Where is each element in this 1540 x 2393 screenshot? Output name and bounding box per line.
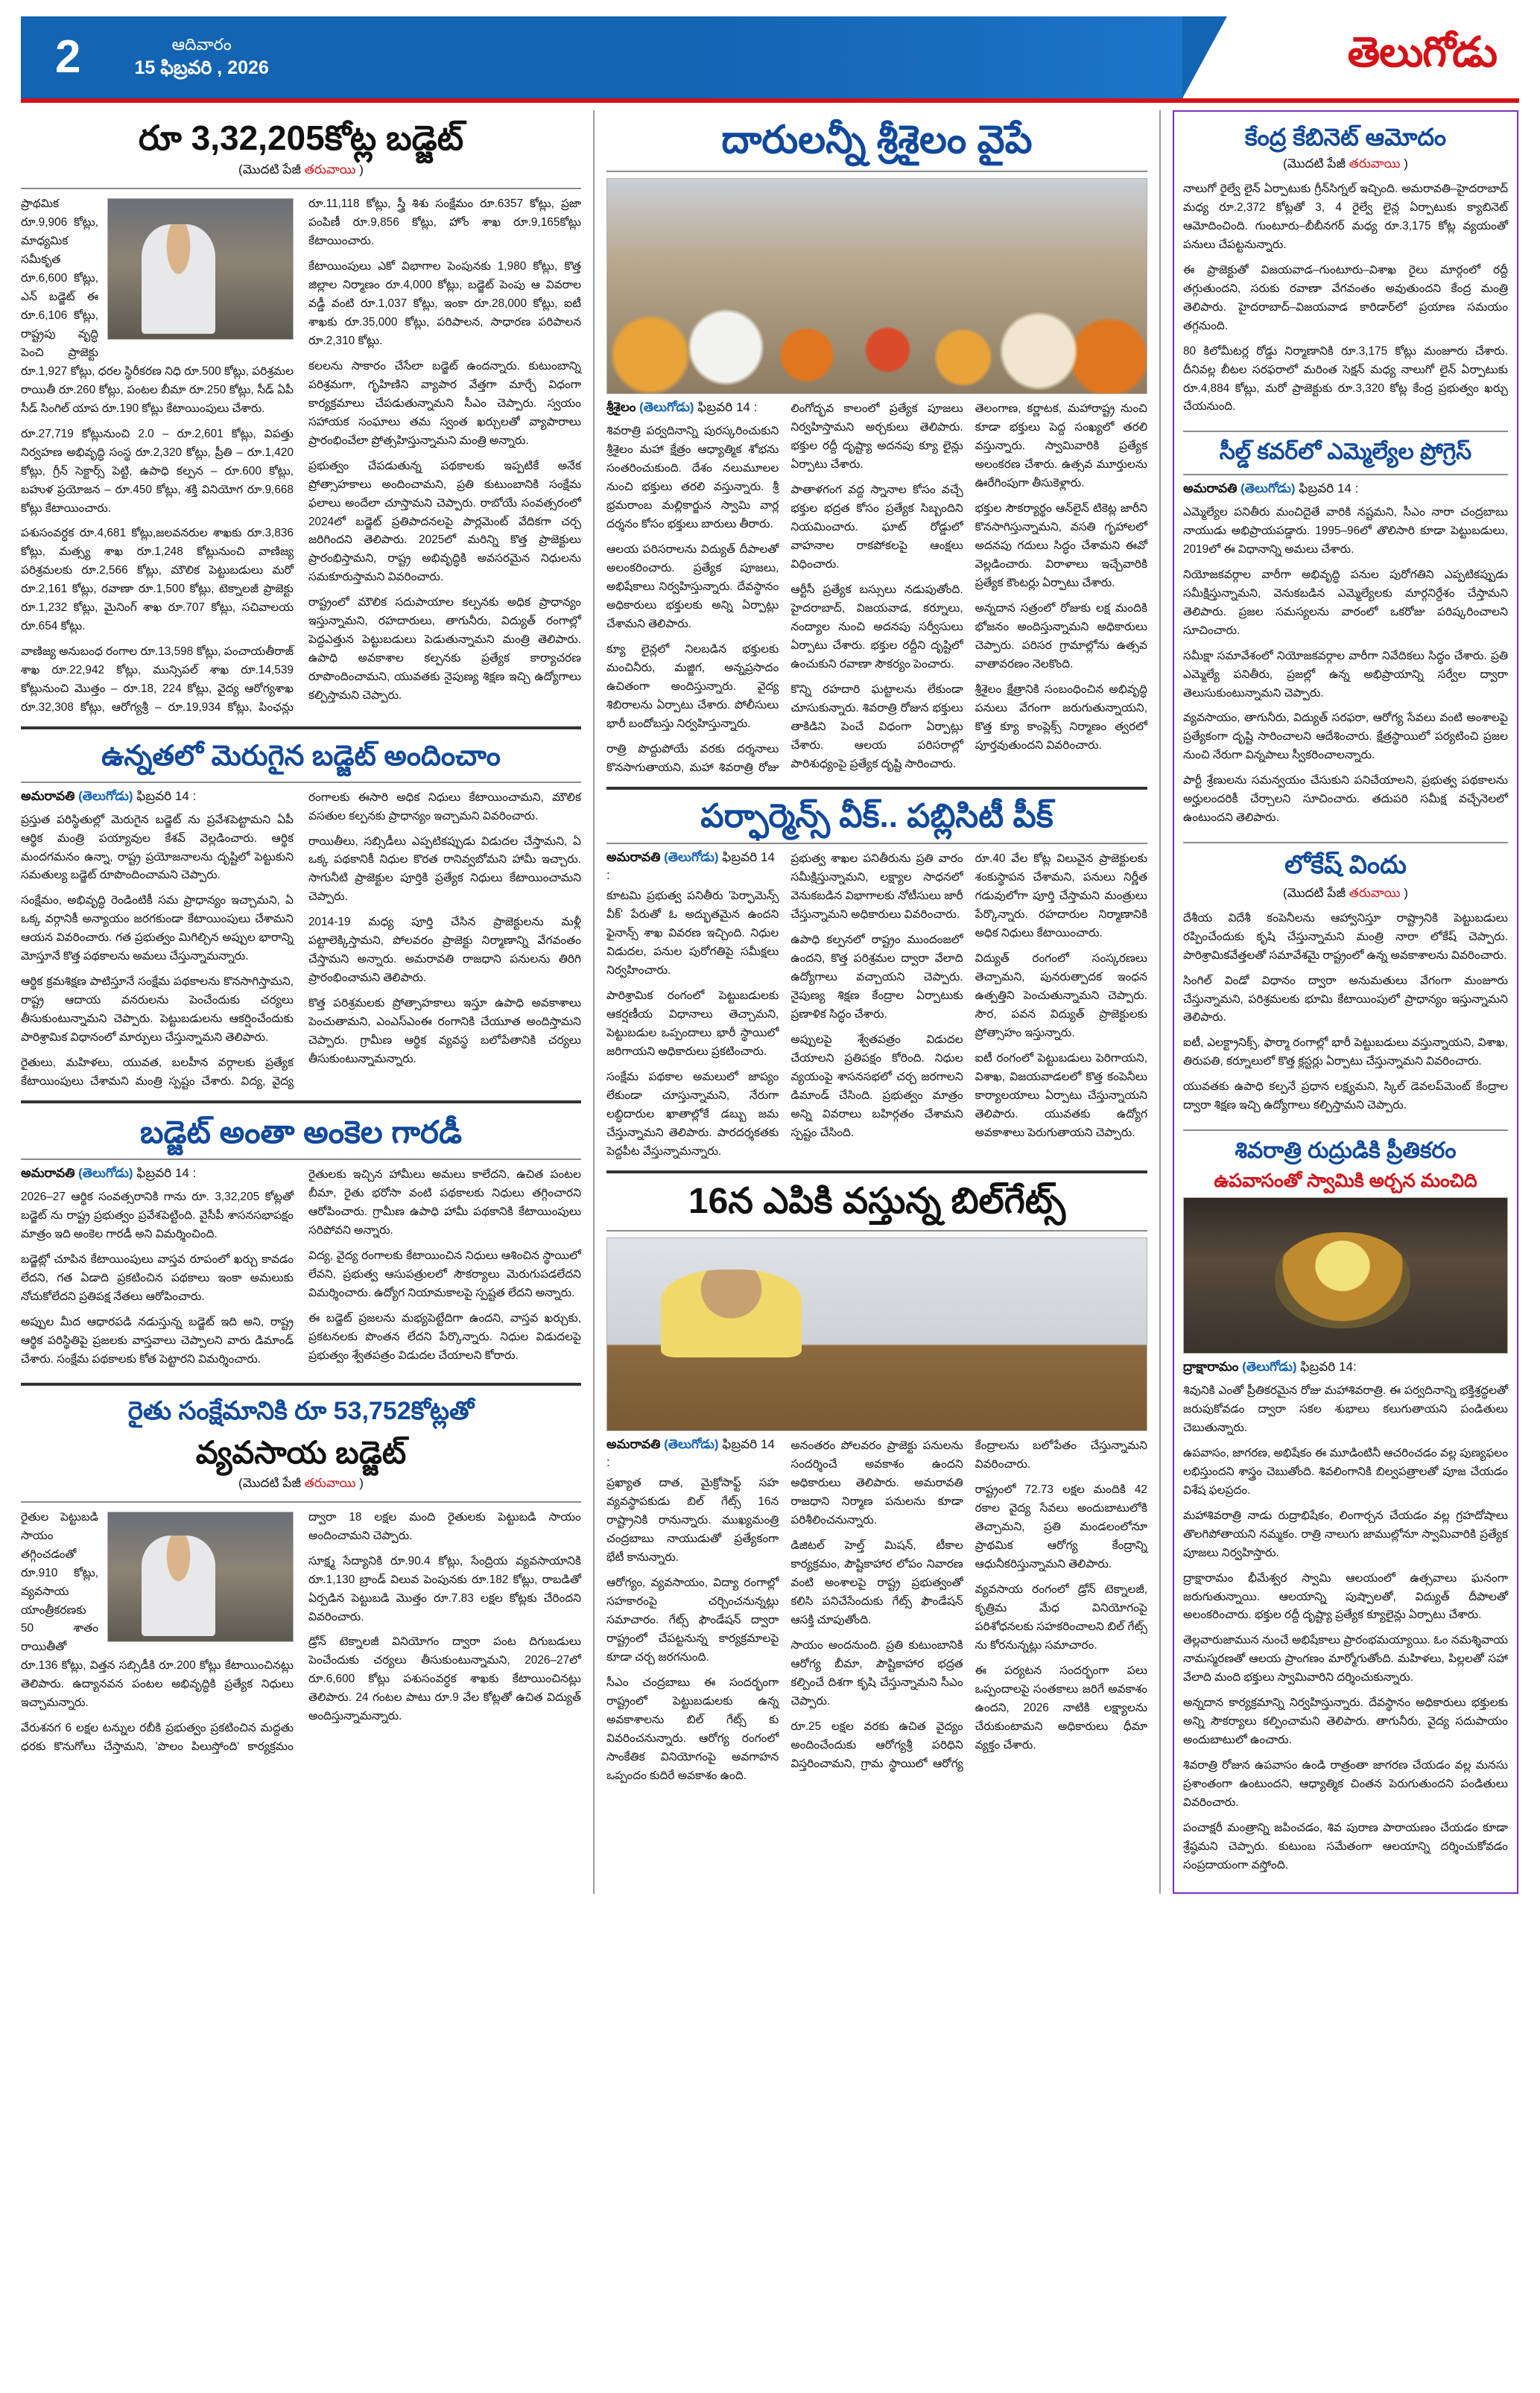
column-middle <box>595 110 1161 1894</box>
headline-budget-numbers: బడ్జెట్ అంతా అంకెల గారడీ <box>139 1114 463 1150</box>
dateline-date: ఫిబ్రవరి 14 : <box>606 850 775 883</box>
photo-shiva-lingam <box>1183 1197 1508 1354</box>
continued-note <box>21 162 581 180</box>
paragraph: రూ.40 వేల కోట్ల విలువైన ప్రాజెక్టులకు శంకుస్థాపన చేశామని, పనులు నిర్ణీత గడువులోగా పూర్తి చేస్తామని మంత్రులు పేర్కొన్నారు. రహదారుల నిర్మాణానికి అధిక నిధులు కేటాయించారు. <box>975 852 1147 940</box>
headline-performance-week: పర్ఫార్మెన్స్ వీక్.. పబ్లిసిటీ పీక్ <box>700 797 1053 834</box>
right-column-box <box>1173 110 1518 1894</box>
article-shivaratri <box>1183 1137 1508 1882</box>
paragraph: పార్టీ శ్రేణులను సమన్వయం చేసుకుని పనిచేయాలని, ప్రభుత్వ పథకాలను అర్హులందరికీ చేర్చాలని సూచించారు. తదుపరి సమీక్ష వచ్చేనెలలో ఉంటుందని తెలిపారు. <box>1183 774 1508 825</box>
paragraph: శివరాత్రి రోజున ఉపవాసం ఉండి రాత్రంతా జాగరణ చేయడం వల్ల మనసు ప్రశాంతంగా ఉంటుందని, ఆధ్యాత్మిక చింతన పెరుగుతుందని పండితులు వివరించారు. <box>1183 1759 1508 1810</box>
dateline <box>606 850 779 883</box>
headline-bill-gates: 16న ఎపికి వస్తున్న బిల్‌గేట్స్ <box>688 1181 1066 1221</box>
article-performance-week <box>606 797 1147 1161</box>
body-performance-week <box>606 850 1147 1161</box>
body-srisailam <box>606 400 1147 777</box>
photo-assembly-speech <box>107 1512 294 1642</box>
dateline <box>606 1437 779 1470</box>
paragraph: కేటాయింపులు ఎకో విభాగాల పెంపునకు 1,980 కోట్లు, కొత్త జిల్లాల నిర్మాణం రూ.4,000 కోట్లు, బడ్జెట్ పెంపు ఆ వివరాల వడ్డీ వంటి రూ.1,037 కోట్లు, ఇంకా రూ.28,000 కోట్లు, ఐటీ శాఖకు రూ.35,000 కోట్లు, పరిపాలన, సాధారణ పరిపాలన రూ.2,310 కోట్లు. <box>308 260 581 347</box>
dateline-date: ఫిబ్రవరి 14 : <box>1299 481 1359 495</box>
paragraph: సూక్ష్మ సేద్యానికి రూ.90.4 కోట్లు, సేంద్రియ వ్యవసాయానికి రూ.1,130 బ్రాండ్ విలువ పెంపునకు రూ.182 కోట్లు, రాబడితో ఏర్పడిన పెట్టుబడి మొత్తం రూ.7.83 లక్షల కోట్లకు చేరిందని వివరించారు. <box>308 1554 581 1623</box>
masthead <box>21 16 1519 98</box>
kicker-agri-budget: రైతు సంక్షేమానికి రూ 53,752కోట్లతో <box>127 1397 475 1426</box>
photo-cm-meeting <box>606 1237 1147 1431</box>
paragraph: రైతులు, మహిళలు, యువత, బలహీన వర్గాలకు ప్రత్యేక కేటాయింపులు చేశామని మంత్రి స్పష్టం చేశారు. విద్య, వైద్య రంగాలకు ఈసారి అధిక నిధులు కేటాయించామని, మౌలిక వసతుల కల్పనకు ప్రాధాన్యం ఇచ్చామని వివరించారు. <box>21 790 581 1088</box>
dateline <box>1183 1360 1508 1378</box>
paragraph: రైతులకు ఇచ్చిన హామీలు అమలు కాలేదని, ఉచిత పంటల బీమా, రైతు భరోసా వంటి పథకాలకు నిధులు తగ్గించారని ఆరోపించారు. గ్రామీణ ఉపాధి హామీ పథకానికి కేటాయింపులు సరిపోవని అన్నారు. <box>308 1168 581 1237</box>
paragraph: ఆరోగ్యం, వ్యవసాయం, విద్యా రంగాల్లో సహకారంపై చర్చించనున్నట్లు సమాచారం. గేట్స్ ఫౌండేషన్ ద్వారా రాష్ట్రంలో చేపట్టనున్న కార్యక్రమాలపై కూడా చర్చ జరగనుంది. <box>606 1576 779 1664</box>
page-number: 2 <box>55 31 81 83</box>
divider <box>21 1100 581 1103</box>
paragraph: ఆర్థిక క్రమశిక్షణ పాటిస్తూనే సంక్షేమ పథకాలను కొనసాగిస్తామని, రాష్ట్ర ఆదాయ వనరులను పెంచేందుకు చర్యలు తీసుకుంటున్నామని చెప్పారు. పెట్టుబడులను ఆకర్షించేందుకు పారిశ్రామిక విధానంలో మార్పులు చేస్తున్నామని తెలిపారు. <box>21 975 294 1045</box>
masthead-day: ఆదివారం <box>171 35 232 54</box>
paragraph: ఐటీ, ఎలక్ట్రానిక్స్, ఫార్మా రంగాల్లో భారీ పెట్టుబడులు వస్తున్నాయని, విశాఖ, తిరుపతి, కర్నూలులో కొత్త క్లస్టర్లు ఏర్పాటు చేస్తున్నామని వివరించారు. <box>1183 1036 1508 1068</box>
article-budget-numbers <box>21 1114 581 1374</box>
paragraph: సంక్షేమ పథకాల అమలులో జాప్యం లేకుండా చూస్తున్నామని, నేరుగా లబ్ధిదారుల ఖాతాల్లోకే డబ్బు జమ చేస్తున్నామని తెలిపారు. పారదర్శకతకు పెద్దపీట వేస్తున్నామన్నారు. <box>606 1071 779 1158</box>
continued-suffix: ) <box>1404 885 1408 900</box>
dateline-place: అమరావతి <box>606 850 661 865</box>
dateline-place: అమరావతి <box>1183 481 1238 495</box>
masthead-right <box>1183 16 1519 98</box>
divider <box>1183 842 1508 843</box>
paragraph: విద్య, వైద్య రంగాలకు కేటాయించిన నిధులు ఆశించిన స్థాయిలో లేవని, ప్రభుత్వ ఆసుపత్రులలో సౌకర్యాలు మెరుగుపడలేదని విమర్శించారు. ఉద్యోగ నియామకాలపై స్పష్టత లేదని అన్నారు. <box>308 1249 581 1300</box>
paragraph: 2014-19 మధ్య పూర్తి చేసిన ప్రాజెక్టులను మళ్లీ పట్టాలెక్కిస్తామని, పోలవరం ప్రాజెక్టు నిర్మాణాన్ని వేగవంతం చేస్తామని అన్నారు. అమరావతి రాజధాని పనులను తిరిగి ప్రారంభించామని తెలిపారు. <box>308 916 581 985</box>
paragraph: అప్పులపై శ్వేతపత్రం విడుదల చేయాలని ప్రతిపక్షం కోరింది. నిధుల వ్యయంపై శాసనసభలో చర్చ జరగాలని డిమాండ్ చేసింది. ప్రభుత్వం మాత్రం అన్ని వివరాలు బహిర్గతం చేశామని స్పష్టం చేసింది. <box>790 1033 963 1139</box>
headline-sealed-cover: సీల్డ్ కవర్‌లో ఎమ్మెల్యేల ప్రోగ్రెస్ <box>1219 440 1472 465</box>
continued-note <box>21 1476 581 1494</box>
paragraph: డిజిటల్ హెల్త్ మిషన్, టీకాల కార్యక్రమం, పౌష్టికాహార లోపం నివారణ వంటి అంశాలపై రాష్ట్ర ప్రభుత్వంతో కలిసి పనిచేసేందుకు గేట్స్ ఫౌండేషన్ ఆసక్తి చూపుతోంది. <box>790 1539 963 1626</box>
paragraph: ప్రఖ్యాత దాత, మైక్రోసాఫ్ట్ సహ వ్యవస్థాపకుడు బిల్ గేట్స్ 16న రాష్ట్రానికి రానున్నారు. ముఖ్యమంత్రి చంద్రబాబు నాయుడుతో ప్రత్యేకంగా భేటీ కానున్నారు. <box>606 1477 779 1565</box>
paragraph: పంచాక్షరీ మంత్రాన్ని జపించడం, శివ పురాణ పారాయణం చేయడం కూడా శ్రేష్ఠమని చెప్పారు. కుటుంబ సమేతంగా ఆలయాన్ని దర్శించుకోవడం సంప్రదాయంగా వస్తోంది. <box>1183 1821 1508 1871</box>
divider <box>21 1383 581 1386</box>
headline-agri-budget: వ్యవసాయ బడ్జెట్ <box>195 1435 407 1471</box>
paragraph: ద్రాక్షారామం భీమేశ్వర స్వామి ఆలయంలో ఉత్సవాలు ఘనంగా జరుగుతున్నాయి. ఆలయాన్ని పుష్పాలతో, విద్యుత్ దీపాలతో అలంకరించారు. భక్తుల రద్దీ దృష్ట్యా ప్రత్యేక క్యూలైన్లు ఏర్పాటు చేశారు. <box>1183 1571 1508 1622</box>
continued-red: తరువాయి <box>304 1475 356 1490</box>
headline-srisailam: దారులన్నీ శ్రీశైలం వైపే <box>721 118 1033 162</box>
masthead-left <box>21 16 1183 98</box>
paragraph: మహాశివరాత్రి నాడు రుద్రాభిషేకం, లింగార్చన చేయడం వల్ల గ్రహదోషాలు తొలగిపోతాయని నమ్మకం. రాత్రి నాలుగు జాముల్లోనూ స్వామివారికి ప్రత్యేక పూజలు నిర్వహిస్తారు. <box>1183 1509 1508 1559</box>
paragraph: సీఎం చంద్రబాబు ఈ సందర్భంగా రాష్ట్రంలో పెట్టుబడులకు ఉన్న అవకాశాలను బిల్ గేట్స్ కు వివరించనున్నారు. ఆరోగ్య రంగంలో సాంకేతిక వినియోగంపై అవగాహన ఒప్పందం కుదిరే అవకాశం ఉంది. <box>606 1676 779 1782</box>
paragraph: ఈ బడ్జెట్ ప్రజలను మభ్యపెట్టేదిగా ఉందని, వాస్తవ ఖర్చుకు, ప్రకటనలకు పొంతన లేదని పేర్కొన్నారు. నిధుల విడుదలపై ప్రభుత్వం శ్వేతపత్రం విడుదల చేయాలని కోరారు. <box>308 1312 581 1362</box>
paragraph: కొత్త పరిశ్రమలకు ప్రోత్సాహకాలు ఇస్తూ ఉపాధి అవకాశాలు పెంచుతామని, ఎంఎస్ఎంఈ రంగానికి చేయూత అందిస్తామని చెప్పారు. గ్రామీణ ఆర్థిక వ్యవస్థ బలోపేతానికి చర్యలు తీసుకుంటున్నామన్నారు. <box>308 997 581 1065</box>
paragraph: కొన్ని రహదారి ఘట్టాలను లేకుండా చూసుకున్నారు. శివరాత్రి రోజున భక్తులు తాకిడిని పెంచే విధంగా ఏర్పాట్లు చేశారు. ఆలయ పరిసరాల్లో పారిశుధ్యంపై ప్రత్యేక దృష్టి సారించారు. <box>790 682 963 770</box>
paragraph: ప్రాథమిక రూ.9,906 కోట్లు, మాధ్యమిక సమీకృత రూ.6,600 కోట్లు, ఎన్ బడ్జెట్ ఈ రూ.6,106 కోట్లు, రాష్ట్రపు వృద్ధి పెంచి ప్రాజెక్టు రూ.1,927 కోట్లు, ధరల స్థిరీకరణ నిధి రూ.500 కోట్లు, పరిశ్రమల రాయితీ రూ.260 కోట్లు, పంటల బీమా రూ.250 కోట్లు, సీడ్ ఏపీ సీడ్ సింగిల్ యాప రూ.190 కోట్లు కేటాయింపులు చేశారు. <box>21 197 294 415</box>
paragraph: అప్పుల మీద ఆధారపడి నడుస్తున్న బడ్జెట్ ఇది అని, రాష్ట్ర ఆర్థిక పరిస్థితిపై ప్రజలకు వాస్తవాలు చెప్పాలని వారు డిమాండ్ చేశారు. సంక్షేమ పథకాలకు కోత పెట్టారని విమర్శించారు. <box>21 1316 294 1366</box>
dateline <box>606 400 779 418</box>
continued-prefix: (మొదటి పేజీ <box>238 162 301 177</box>
paragraph: వాణిజ్య అనుబంధ రంగాల రూ.13,598 కోట్లు, పంచాయతీరాజ్ శాఖ రూ.22,942 కోట్లు, మున్సిపల్ శాఖ రూ.14,539 కోట్లునుంచి మొత్తం – రూ.18, 224 కోట్లు, వైద్య ఆరోగ్యశాఖ రూ.32,308 కోట్లు, ఆరోగ్యశ్రీ – రూ.19,934 కోట్లు, పింఛన్లు రూ.11,118 కోట్లు, స్త్రీ శిశు సంక్షేమం రూ.6357 కోట్లు, ప్రజా పంపిణీ రూ.9,856 కోట్లు, హోం శాఖ రూ.9,165కోట్లు కేటాయించారు. <box>21 197 581 714</box>
paragraph: ఉపవాసం, జాగరణ, అభిషేకం ఈ మూడింటినీ ఆచరించడం వల్ల పుణ్యఫలం లభిస్తుందని శాస్త్రం చెబుతోంది. శివలింగానికి బిల్వపత్రాలతో పూజ చేయడం విశేష ఫలప్రదం. <box>1183 1446 1508 1497</box>
dateline <box>21 1166 294 1184</box>
body-budget-numbers <box>21 1166 581 1374</box>
article-srisailam <box>606 118 1147 778</box>
figure-agri-speaker <box>107 1512 294 1642</box>
paragraph: ఎమ్మెల్యేల పనితీరు మంచిదైతే వారికి నష్టమని, సీఎం నారా చంద్రబాబు నాయుడు అభిప్రాయపడ్డారు. 1995–96లో తొలిసారి కూడా పెట్టుబడులు, 2019లో ఈ విధానాన్ని అమలు చేశారు. <box>1183 505 1508 556</box>
continued-prefix: (మొదటి పేజీ <box>238 1475 301 1490</box>
column-left <box>21 110 595 1894</box>
divider <box>1183 474 1508 475</box>
dateline-date: ఫిబ్రవరి 14 : <box>606 1437 775 1470</box>
paragraph: రూ.25 లక్షల వరకు ఉచిత వైద్యం అందించేందుకు ఆరోగ్యశ్రీ పరిధిని విస్తరించామని, గ్రామ స్థాయిలో ఆరోగ్య కేంద్రాలను బలోపేతం చేస్తున్నామని వివరించారు. <box>790 1439 1147 1770</box>
continued-red: తరువాయి <box>304 162 356 177</box>
body-budget-main <box>21 195 581 717</box>
paragraph: 80 కిలోమీటర్ల రోడ్డు నిర్మాణానికి రూ.3,175 కోట్లు మంజూరు చేశారు. దీనివల్ల బీటల సరఫరాలో మరింత సెక్షన్ మధ్య నాలుగో లైన్ ఏర్పాటుకు రూ.4,884 కోట్లు, మరో ప్రాజెక్టుకు రూ.3,320 కోట్ల కేంద్ర ప్రభుత్వం ఖర్చు చేయనుంది. <box>1183 344 1508 413</box>
divider <box>606 171 1147 172</box>
paragraph: కూటమి ప్రభుత్వ పనితీరు 'పెర్ఫామెన్స్ వీక్' పేరుతో ఓ అద్భుతమైన ఉందని ఫైనాన్స్ శాఖ వివరణ ఇచ్చింది. నిధుల విడుదల, పనుల పురోగతిపై సమీక్షలు నిర్వహించారు. <box>606 890 779 977</box>
continued-note <box>1183 156 1508 174</box>
headline-lokesh: లోకేష్ విందు <box>1284 851 1407 880</box>
divider <box>21 782 581 783</box>
body-lokesh <box>1183 910 1508 1123</box>
photo-srisailam-procession <box>606 178 1147 394</box>
paragraph: ఆలయ పరిసరాలను విద్యుత్ దీపాలతో అలంకరించారు. ప్రత్యేక పూజలు, అభిషేకాలు నిర్వహిస్తున్నారు. దేవస్థానం అధికారులు భక్తులకు అన్ని ఏర్పాట్లు చేశామని తెలిపారు. <box>606 543 779 630</box>
paragraph: ప్రభుత్వ శాఖల పనితీరును ప్రతి వారం సమీక్షిస్తున్నామని, లక్ష్యాల సాధనలో వెనుకబడిన విభాగాలకు నోటీసులు జారీ చేస్తున్నామని అధికారులు వివరించారు. <box>790 852 963 922</box>
dateline-date: ఫిబ్రవరి 14 : <box>136 788 197 803</box>
headline-budget-main: రూ 3,32,205కోట్ల బడ్జెట్ <box>138 118 464 157</box>
paragraph: వ్యవసాయం, తాగునీరు, విద్యుత్ సరఫరా, ఆరోగ్య సేవలు వంటి అంశాలపై ప్రత్యేకంగా దృష్టి సారించాలని ఆదేశించారు. క్షేత్రస్థాయిలో పర్యటించి ప్రజల నుంచి నేరుగా విన్నపాలు స్వీకరించాలన్నారు. <box>1183 711 1508 762</box>
paragraph: 2026–27 ఆర్థిక సంవత్సరానికి గాను రూ. 3,32,205 కోట్లతో బడ్జెట్ ను రాష్ట్ర ప్రభుత్వం ప్రవేశపెట్టింది. వైసీపీ శాసనసభాపక్షం మాత్రం ఇది అంకెల గారడీ అని విమర్శించింది. <box>21 1191 294 1241</box>
paragraph: రాత్రి పొద్దుపోయే వరకు దర్శనాలు కొనసాగుతాయని, మహా శివరాత్రి రోజు లింగోద్భవ కాలంలో ప్రత్యేక పూజలు నిర్వహిస్తామని అర్చకులు తెలిపారు. భక్తుల రద్దీ దృష్ట్యా అదనపు క్యూ లైన్లు ఏర్పాటు చేశారు. <box>606 402 963 774</box>
divider <box>1183 1129 1508 1131</box>
dateline-date: ఫిబ్రవరి 14 : <box>136 1166 197 1181</box>
dateline-paper: (తెలుగోడు) <box>664 1437 719 1452</box>
dateline-date: ఫిబ్రవరి 14 : <box>697 400 758 415</box>
body-budget-best <box>21 789 581 1091</box>
paragraph: సింగిల్ విండో విధానం ద్వారా అనుమతులు వేగంగా మంజూరు చేస్తున్నామని, పరిశ్రమలకు భూమి కేటాయింపులో ప్రాధాన్యం ఇస్తున్నామని తెలిపారు. <box>1183 974 1508 1024</box>
paragraph: అన్నదాన కార్యక్రమాన్ని నిర్వహిస్తున్నారు. దేవస్థానం అధికారులు భక్తులకు అన్ని సౌకర్యాలు కల్పించామని తెలిపారు. తాగునీరు, వైద్య సదుపాయం అందుబాటులో ఉంచారు. <box>1183 1696 1508 1747</box>
body-shivaratri <box>1183 1382 1508 1882</box>
article-agri-budget <box>21 1396 581 1757</box>
paragraph: ప్రభుత్వం చేపడుతున్న పథకాలకు ఇప్పటికే అనేక ప్రోత్సాహకాలు అందించామని, ప్రతి కుటుంబానికి సంక్షేమ ఫలాలు అందేలా చూస్తామని చెప్పారు. రాబోయే సంవత్సరంలో 2024లో బడ్జెట్ ప్రతిపాదనలపై పార్లమెంట్ వేదికగా చర్చ జరిగిందని తెలిపారు. 2025లో మరిన్ని కొత్త ప్రాజెక్టులు ప్రారంభిస్తామని, రాష్ట్ర అభివృద్ధికి అవసరమైన నిధులను సమకూరుస్తామని వివరించారు. <box>308 459 581 584</box>
subhead-shivaratri: ఉపవాసంతో స్వామికి అర్చన మంచిది <box>1214 1170 1477 1191</box>
body-bill-gates <box>606 1437 1147 1785</box>
article-budget-main <box>21 118 581 717</box>
paragraph: రాష్ట్రంలో 72.73 లక్షల మందికి 42 రకాల వైద్య సేవలు అందుబాటులోకి తెచ్చామని, ప్రతి మండలంలోనూ ప్రాథమిక ఆరోగ్య కేంద్రాన్ని ఆధునీకరిస్తున్నామని తెలిపారు. <box>975 1483 1147 1571</box>
dateline <box>21 789 294 807</box>
continued-red: తరువాయి <box>1349 885 1401 900</box>
continued-suffix: ) <box>359 162 364 177</box>
paragraph: రూ.27,719 కోట్లునుంచి 2.0 – రూ.2,601 కోట్లు, విపత్తు నిర్వహణ అభివృద్ధి సంస్థ రూ.2,320 కోట్లు, ప్రీతి – రూ.1,420 కోట్లు, గ్రీన్ సెక్టార్స్ పెట్టి, ఉపాధి కల్పన – రూ.600 కోట్లు, బహుళ ప్రయోజన – రూ.450 కోట్లు, శక్తి వినియోగ రూ.9,668 కోట్లు కేటాయించారు. <box>21 427 294 515</box>
article-bill-gates <box>606 1181 1147 1786</box>
divider <box>606 1230 1147 1232</box>
paragraph: తెల్లవారుజామున నుంచే అభిషేకాలు ప్రారంభమయ్యాయి. ఓం నమశ్శివాయ నామస్మరణతో ఆలయ ప్రాంగణం మార్మోగుతోంది. మహిళలు, పిల్లలతో సహా వేలాది మంది భక్తులు స్వామివారిని దర్శించుకున్నారు. <box>1183 1634 1508 1684</box>
paragraph: వ్యవసాయ రంగంలో డ్రోన్ టెక్నాలజీ, కృత్రిమ మేధ వినియోగంపై పరిశోధనలకు సహకరించాలని బిల్ గేట్స్ ను కోరనున్నట్లు సమాచారం. <box>975 1583 1147 1652</box>
paragraph: రాష్ట్రంలో మౌలిక సదుపాయాల కల్పనకు అధిక ప్రాధాన్యం ఇస్తున్నామని, రహదారులు, తాగునీరు, విద్యుత్ రంగాల్లో పెద్దఎత్తున పెట్టుబడులు పెడుతున్నామని మంత్రి తెలిపారు. ఉపాధి అవకాశాల కల్పనకు ప్రత్యేక కార్యాచరణ రూపొందించామని, యువతకు నైపుణ్య శిక్షణ ఇచ్చి ఉద్యోగాలు కల్పిస్తామని చెప్పారు. <box>308 596 581 703</box>
paragraph: నియోజకవర్గాల వారీగా అభివృద్ధి పనుల పురోగతిని ఎప్పటికప్పుడు సమీక్షిస్తున్నామని, వెనుకబడిన ఎమ్మెల్యేలకు మార్గనిర్దేశం చేస్తామని తెలిపారు. ప్రజల సమస్యలను వారంలో ఒకరోజు పరిష్కరించాలని సూచించారు. <box>1183 568 1508 637</box>
paragraph: శివునికి ఎంతో ప్రీతికరమైన రోజు మహాశివరాత్రి. ఈ పర్వదినాన్ని భక్తిశ్రద్ధలతో జరుపుకోవడం ద్వారా సకల శుభాలు కలుగుతాయని పండితులు చెబుతున్నారు. <box>1183 1383 1508 1434</box>
paragraph: రైతుల పెట్టుబడి సాయం తగ్గించడంతో రూ.910 కోట్లు, వ్యవసాయ యాంత్రీకరణకు 50 శాతం రాయితీతో రూ.136 కోట్లు, విత్తన సబ్సిడీకి రూ.200 కోట్లు కేటాయించినట్లు తెలిపారు. ఉద్యానవన పంటల అభివృద్ధికి ప్రత్యేక నిధులు ఇచ్చామన్నారు. <box>21 1510 294 1710</box>
paragraph: డ్రోన్ టెక్నాలజీ వినియోగం ద్వారా పంట దిగుబడులు పెంచేందుకు చర్యలు తీసుకుంటున్నామని, 2026–27లో రూ.6,600 కోట్లు పశుసంవర్ధక శాఖకు కేటాయించినట్లు తెలిపారు. 24 గంటల పాటు రూ.9 వేల కోట్లతో ఉచిత విద్యుత్ అందిస్తున్నామన్నారు. <box>308 1635 581 1723</box>
paragraph: కలలను సాకారం చేసేలా బడ్జెట్ ఉందన్నారు. కుటుంబాన్ని పరిశ్రమగా, గృహిణిని వ్యాపార వేత్తగా మార్చే విధంగా కార్యక్రమాలు చేపడుతున్నామని సీఎం చెప్పారు. స్వయం సహాయక సంఘాలు తమ స్వంత ఖర్చులతో వ్యాపారాలు ప్రారంభించేలా ప్రోత్సహిస్తున్నామని మంత్రి అన్నారు. <box>308 359 581 447</box>
masthead-date-text: 15 ఫిబ్రవరి , 2026 <box>134 57 269 78</box>
paragraph: అన్నదాన సత్రంలో రోజుకు లక్ష మందికి భోజనం అందిస్తున్నామని అధికారులు చెప్పారు. పరిసర గ్రామాల్లోను ఉత్సవ వాతావరణం నెలకొంది. <box>975 601 1147 671</box>
dateline-paper: (తెలుగోడు) <box>1242 1359 1297 1374</box>
continued-prefix: (మొదటి పేజీ <box>1283 885 1346 900</box>
column-right <box>1161 110 1518 1894</box>
paragraph: విద్యుత్ రంగంలో సంస్కరణలు తెచ్చామని, పునరుత్పాదక ఇంధన ఉత్పత్తిని పెంచుతున్నామని చెప్పారు. సౌర, పవన విద్యుత్ ప్రాజెక్టులకు ప్రోత్సాహం ఇస్తున్నారు. <box>975 952 1147 1039</box>
divider <box>1183 431 1508 432</box>
paragraph: పారిశ్రామిక రంగంలో పెట్టుబడులకు ఆకర్షణీయ విధానాలు తెచ్చామని, పెట్టుబడుల ఒప్పందాలు భారీ స్థాయిలో జరిగాయని అధికారులు ప్రకటించారు. <box>606 989 779 1059</box>
photo-minister-speaking <box>107 198 294 340</box>
paragraph: ఈ పర్యటన సందర్భంగా పలు ఒప్పందాలపై సంతకాలు జరిగే అవకాశం ఉందని, 2026 నాటికి లక్ష్యాలను చేరుకుంటామని అధికారులు ధీమా వ్యక్తం చేశారు. <box>975 1664 1147 1752</box>
body-agri-budget <box>21 1509 581 1757</box>
divider <box>21 1159 581 1160</box>
paragraph: అనంతరం పోలవరం ప్రాజెక్టు పనులను సందర్శించే అవకాశం ఉందని అధికారులు తెలిపారు. అమరావతి రాజధాని నిర్మాణ పనులను కూడా పరిశీలించనున్నారు. <box>790 1439 963 1527</box>
paragraph: సాయం అందనుంది. ప్రతి కుటుంబానికి ఆరోగ్య బీమా, పౌష్టికాహార భద్రత కల్పించే దిశగా కృషి చేస్తున్నామని సీఎం చెప్పారు. <box>790 1638 963 1708</box>
headline-budget-best: ఉన్నతలో మెరుగైన బడ్జెట్ అందించాం <box>101 741 501 772</box>
paragraph: ఆర్టీసీ ప్రత్యేక బస్సులు నడుపుతోంది. హైదరాబాద్, విజయవాడ, కర్నూలు, నంద్యాల నుంచి అదనపు సర్వీసులు ఏర్పాటు చేశారు. భక్తుల రద్దీని దృష్టిలో ఉంచుకుని రవాణా సౌకర్యం పెంచారు. <box>790 583 963 671</box>
paragraph: యువతకు ఉపాధి కల్పనే ప్రధాన లక్ష్యమని, స్కిల్ డెవలప్‌మెంట్ కేంద్రాల ద్వారా శిక్షణ ఇచ్చి ఉద్యోగాలు కల్పిస్తామని చెప్పారు. <box>1183 1080 1508 1112</box>
paragraph: శివరాత్రి పర్వదినాన్ని పురస్కరించుకుని శ్రీశైలం మహా క్షేత్రం ఆధ్యాత్మిక శోభను సంతరించుకుంది. దేశం నలుమూలల నుంచి భక్తులు తరలి వస్తున్నారు. శ్రీ భ్రమరాంబ మల్లికార్జున స్వామి వార్ల దర్శనం కోసం భక్తులు బారులు తీరారు. <box>606 425 779 531</box>
page-content <box>21 103 1519 1894</box>
paragraph: పాతాళగంగ వద్ద స్నానాల కోసం వచ్చే భక్తుల భద్రత కోసం ప్రత్యేక సిబ్బందిని నియమించారు. ఘాట్ రోడ్డులో వాహనాల రాకపోకలపై ఆంక్షలు విధించారు. <box>790 484 963 571</box>
body-sealed-cover <box>1183 504 1508 834</box>
divider <box>606 1170 1147 1173</box>
dateline <box>1183 481 1508 499</box>
dateline-paper: (తెలుగోడు) <box>78 788 133 803</box>
continued-note <box>1183 886 1508 904</box>
body-cabinet <box>1183 180 1508 423</box>
dateline-place: అమరావతి <box>21 788 75 803</box>
paragraph: రాయితీలు, సబ్సిడీలు ఎప్పటికప్పుడు విడుదల చేస్తామని, ఏ ఒక్క పథకానికీ నిధుల కొరత రానివ్వబోమని హామీ ఇచ్చారు. సాగునీటి ప్రాజెక్టుల పూర్తికి ప్రత్యేక నిధులు కేటాయించామని చెప్పారు. <box>308 834 581 904</box>
paragraph: భక్తుల సౌకర్యార్థం ఆన్‌లైన్ టికెట్ల జారీని కొనసాగిస్తున్నామని, వసతి గృహాలలో అదనపు గదులు సిద్ధం చేశామని ఈవో వెల్లడించారు. విరాళాలు ఇచ్చేవారికి ప్రత్యేక కౌంటర్లు ఏర్పాటు చేశారు. <box>975 502 1147 589</box>
dateline-place: ద్రాక్షారామం <box>1183 1359 1239 1374</box>
dateline-paper: (తెలుగోడు) <box>664 850 719 865</box>
masthead-date <box>134 34 268 80</box>
divider <box>21 726 581 729</box>
divider <box>606 787 1147 790</box>
divider <box>21 188 581 189</box>
article-cabinet <box>1183 122 1508 423</box>
figure-budget-speaker <box>107 198 294 340</box>
divider <box>21 1501 581 1503</box>
headline-shivaratri: శివరాత్రి రుద్రుడికి ప్రీతికరం <box>1235 1138 1457 1164</box>
paragraph: తెలంగాణ, కర్ణాటక, మహారాష్ట్ర నుంచి కూడా భక్తులు పెద్ద సంఖ్యలో తరలి వస్తున్నారు. స్వామివారికి ప్రత్యేక అలంకరణ చేశారు. ఉత్సవ మూర్తులను ఊరేగింపుగా తీసుకెళ్లారు. <box>975 402 1147 490</box>
dateline-paper: (తెలుగోడు) <box>1240 481 1296 495</box>
paragraph: సమీక్షా సమావేశంలో నియోజకవర్గాల వారీగా నివేదికలు సిద్ధం చేశారు. ప్రతి ఎమ్మెల్యే పనితీరు, ప్రజల్లో ఉన్న అభిప్రాయాన్ని సర్వేల ద్వారా తెలుసుకుంటున్నామని చెప్పారు. <box>1183 649 1508 700</box>
dateline-paper: (తెలుగోడు) <box>639 400 694 415</box>
paragraph: ఉపాధి కల్పనలో రాష్ట్రం ముందంజలో ఉందని, కొత్త పరిశ్రమల ద్వారా వేలాది ఉద్యోగాలు వచ్చాయని చెప్పారు. నైపుణ్య శిక్షణ కేంద్రాల ఏర్పాటుకు ప్రణాళిక సిద్ధం చేశారు. <box>790 934 963 1021</box>
continued-suffix: ) <box>1404 156 1408 171</box>
paragraph: క్యూ లైన్లలో నిలబడిన భక్తులకు మంచినీరు, మజ్జిగ, అన్నప్రసాదం ఉచితంగా అందిస్తున్నారు. వైద్య శిబిరాలను ఏర్పాటు చేశారు. పోలీసులు భారీ బందోబస్తు నిర్వహిస్తున్నారు. <box>606 642 779 730</box>
continued-suffix: ) <box>359 1475 364 1490</box>
article-sealed-cover <box>1183 438 1508 834</box>
paper-title: తెలుగోడు <box>1347 28 1497 75</box>
dateline-place: శ్రీశైలం <box>606 400 636 415</box>
dateline-place: అమరావతి <box>606 1437 661 1452</box>
paragraph: వేరుశనగ 6 లక్షల టన్నుల రబీకి ప్రభుత్వం ప్రకటించిన మద్దతు ధరకు కొనుగోలు చేస్తామని, 'పొలం పిలుస్తోంది' కార్యక్రమం ద్వారా 18 లక్షల మంది రైతులకు పెట్టుబడి సాయం అందించామని చెప్పారు. <box>21 1510 581 1754</box>
continued-red: తరువాయి <box>1349 156 1401 171</box>
paragraph: ప్రస్తుత పరిస్థితుల్లో మెరుగైన బడ్జెట్ ను ప్రవేశపెట్టామని ఏపీ ఆర్థిక మంత్రి పయ్యావుల కేశవ్ వెల్లడించారు. ఆర్థిక మందగమనం ఉన్నా, రాష్ట్ర ప్రయోజనాలను దృష్టిలో పెట్టుకుని సమతుల్య బడ్జెట్ రూపొందించామని చెప్పారు. <box>21 813 294 882</box>
dateline-date: ఫిబ్రవరి 14: <box>1300 1359 1357 1374</box>
paragraph: ఐటీ రంగంలో పెట్టుబడులు పెరిగాయని, విశాఖ, విజయవాడలలో కొత్త కంపెనీలు కార్యాలయాలు ఏర్పాటు చేస్తున్నాయని తెలిపారు. యువతకు ఉద్యోగ అవకాశాలు పెరుగుతాయని చెప్పారు. <box>975 1051 1147 1139</box>
newspaper-page <box>0 16 1540 2393</box>
paragraph: సంక్షేమం, అభివృద్ధి రెండింటికీ సమ ప్రాధాన్యం ఇచ్చామని, ఏ ఒక్క వర్గానికీ అన్యాయం జరగకుండా కేటాయింపులు చేశామని ఆయన వివరించారు. గత ప్రభుత్వం మిగిల్చిన అప్పుల భారాన్ని మోస్తూనే కొత్త పథకాలను అమలు చేస్తున్నామన్నారు. <box>21 894 294 963</box>
paragraph: దేశీయ విదేశీ కంపెనీలను ఆహ్వానిస్తూ రాష్ట్రానికి పెట్టుబడులు రప్పించేందుకు కృషి చేస్తున్నామని మంత్రి నారా లోకేష్ చెప్పారు. పారిశ్రామికవేత్తలతో సమావేశమై రాష్ట్రంలో ఉన్న అవకాశాలను వివరించారు. <box>1183 911 1508 962</box>
paragraph: బడ్జెట్లో చూపిన కేటాయింపులు వాస్తవ రూపంలో ఖర్చు కావడం లేదని, గత ఏడాది ప్రకటించిన పథకాలు ఇంకా అమలుకు నోచుకోలేదని ప్రతిపక్ష నేతలు ఆరోపించారు. <box>21 1253 294 1304</box>
divider <box>606 843 1147 844</box>
paragraph: శ్రీశైలం క్షేత్రానికి సంబంధించిన అభివృద్ధి పనులు వేగంగా జరుగుతున్నాయని, కొత్త క్యూ కాంప్లెక్స్ నిర్మాణం త్వరలో పూర్తవుతుందని వివరించారు. <box>975 682 1147 752</box>
continued-prefix: (మొదటి పేజీ <box>1283 156 1346 171</box>
headline-cabinet: కేంద్ర కేబినెట్ ఆమోదం <box>1244 124 1447 150</box>
article-budget-best <box>21 740 581 1091</box>
dateline-paper: (తెలుగోడు) <box>78 1166 133 1181</box>
paragraph: పశుసంవర్ధక రూ.4,681 కోట్లు,జలవనరుల శాఖకు రూ.3,836 కోట్లు, మత్స్య శాఖ రూ.1,248 కోట్లునుంచి వాణిజ్య పరిశ్రమలకు రూ.2,566 కోట్లు, మౌలిక పెట్టుబడులు మరో రూ.2,161 కోట్లు, రవాణా రూ.1,500 కోట్లు, టెక్నాలజీ ప్రాజెక్టు రూ.1,232 కోట్లు, మైనింగ్ శాఖ రూ.707 కోట్లు, సచివాలయ రూ.654 కోట్లు. <box>21 527 294 633</box>
paragraph: ఈ ప్రాజెక్టుతో విజయవాడ–గుంటూరు–విశాఖ రైలు మార్గంలో రద్దీ తగ్గుతుందని, సరుకు రవాణా వేగవంతం అవుతుందని కేంద్ర మంత్రి తెలిపారు. హైదరాబాద్–విజయవాడ కారిడార్‌లో ప్రయాణ సమయం తగ్గనుంది. <box>1183 263 1508 332</box>
article-lokesh <box>1183 849 1508 1122</box>
dateline-place: అమరావతి <box>21 1166 75 1181</box>
paragraph: నాలుగో రైల్వే లైన్ ఏర్పాటుకు గ్రీన్‌సిగ్నల్ ఇచ్చింది. అమరావతి–హైదరాబాద్ మధ్య రూ.2,372 కోట్లతో 3, 4 రైల్వే లైన్ల ఏర్పాటుకు క్యాబినెట్ ఆమోదించింది. గుంటూరు–బీబీనగర్ మధ్య రూ.3,175 కోట్ల వ్యయంతో పనులు చేపట్టనున్నారు. <box>1183 183 1508 251</box>
